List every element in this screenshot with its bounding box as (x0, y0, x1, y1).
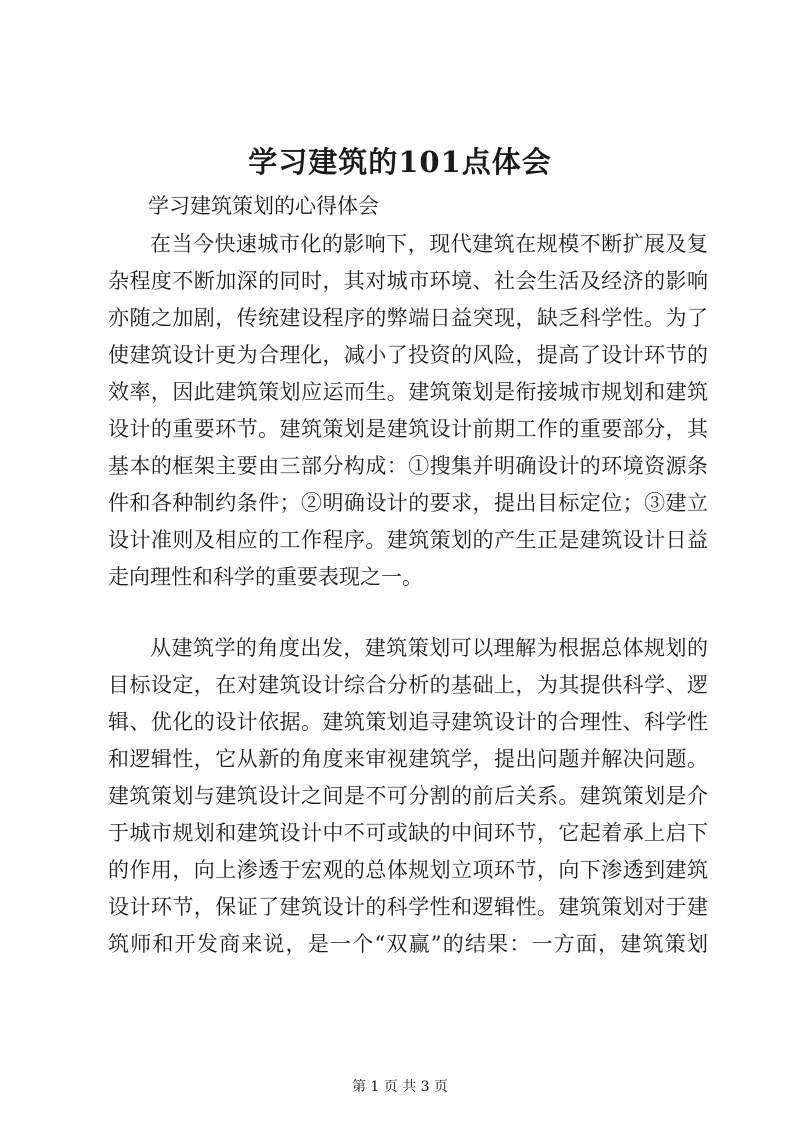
paragraph-line: 建筑策划与建筑设计之间是不可分割的前后关系。建筑策划是介 (108, 784, 708, 808)
paragraph-line: 杂程度不断加深的同时，其对城市环境、社会生活及经济的影响 (108, 269, 708, 293)
paragraph-line: 件和各种制约条件；②明确设计的要求，提出目标定位；③建立 (108, 491, 708, 515)
paragraph-line: 的作用，向上渗透于宏观的总体规划立项环节，向下渗透到建筑 (108, 858, 708, 882)
paragraph-line: 目标设定，在对建筑设计综合分析的基础上，为其提供科学、逻 (108, 673, 708, 697)
paragraph-line: 筑师和开发商来说，是一个“双赢”的结果：一方面，建筑策划 (108, 932, 708, 956)
paragraph-line: 辑、优化的设计依据。建筑策划追寻建筑设计的合理性、科学性 (108, 710, 708, 734)
paragraph-line: 走向理性和科学的重要表现之一。 (108, 565, 423, 589)
paragraph-1 (108, 226, 708, 596)
paragraph-line: 设计准则及相应的工作程序。建筑策划的产生正是建筑设计日益 (108, 528, 708, 552)
paragraph-line: 从建筑学的角度出发，建筑策划可以理解为根据总体规划的 (150, 636, 708, 660)
paragraph-line: 设计的重要环节。建筑策划是建筑设计前期工作的重要部分，其 (108, 417, 708, 441)
paragraph-line: 于城市规划和建筑设计中不可或缺的中间环节，它起着承上启下 (108, 821, 708, 845)
paragraph-line: 效率，因此建筑策划应运而生。建筑策划是衔接城市规划和建筑 (108, 380, 708, 404)
document-title: 学习建筑的101点体会 (248, 145, 552, 179)
paragraph-line: 设计环节，保证了建筑设计的科学性和逻辑性。建筑策划对于建 (108, 895, 708, 919)
paragraph-line: 基本的框架主要由三部分构成：①搜集并明确设计的环境资源条 (108, 454, 708, 478)
paragraph-line: 使建筑设计更为合理化，减小了投资的风险，提高了设计环节的 (108, 343, 708, 367)
page-number-footer: 第 1 页 共 3 页 (351, 1079, 449, 1095)
paragraph-2 (108, 630, 708, 963)
paragraph-line: 在当今快速城市化的影响下，现代建筑在规模不断扩展及复 (150, 232, 708, 256)
paragraph-line: 亦随之加剧，传统建设程序的弊端日益突现，缺乏科学性。为了 (108, 306, 708, 330)
paragraph-line: 和逻辑性，它从新的角度来审视建筑学，提出问题并解决问题。 (108, 747, 708, 771)
document-subtitle: 学习建筑策划的心得体会 (148, 194, 379, 218)
